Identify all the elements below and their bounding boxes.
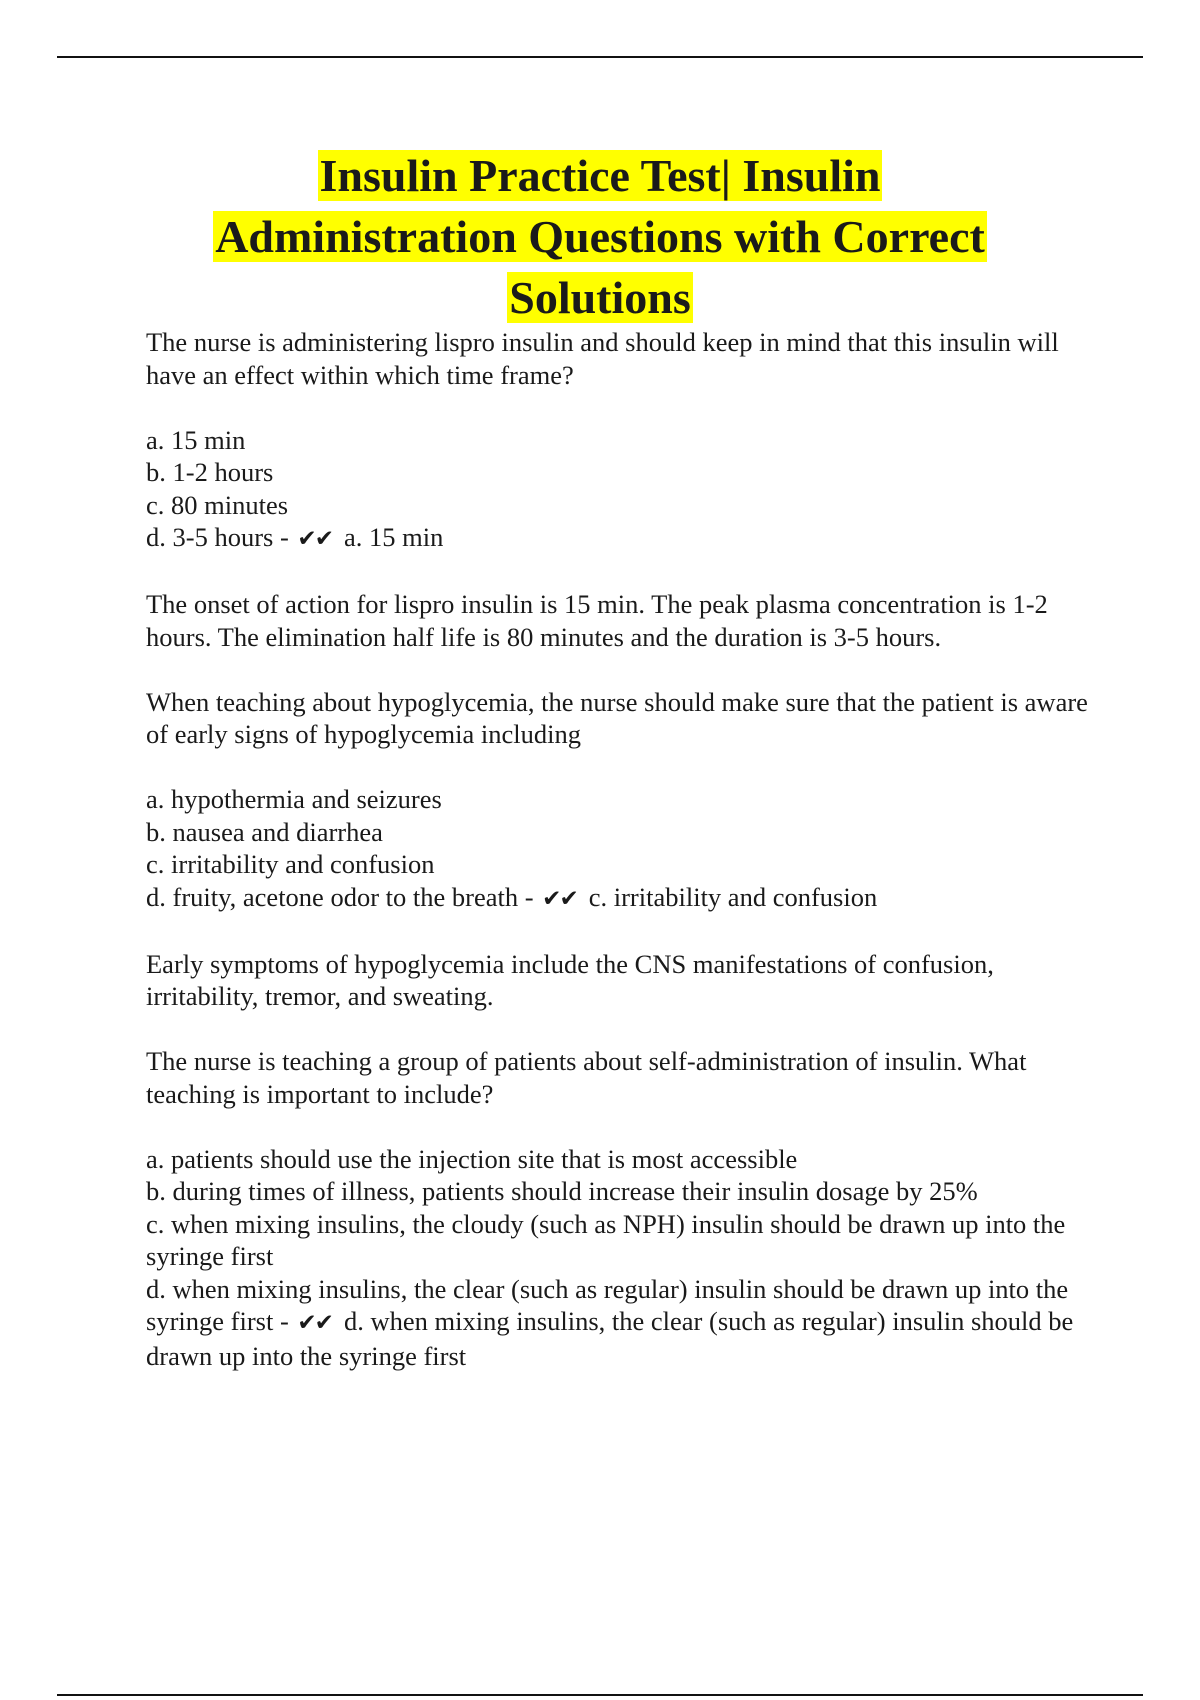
question-2-option-d-text: d. fruity, acetone odor to the breath -	[146, 881, 534, 912]
question-1-option-d	[146, 521, 1096, 556]
title-line-2: Administration Questions with Correct	[215, 211, 985, 262]
question-1-option-a: a. 15 min	[146, 424, 246, 455]
question-1-stem: The nurse is administering lispro insulin and should keep in mind that this insulin will have an effect within which time frame?	[146, 327, 1059, 390]
title-line-3: Solutions	[509, 272, 691, 323]
title-line-1: Insulin Practice Test| Insulin	[319, 150, 881, 201]
question-3-option-d-text: d. when mixing insulins, the clear (such as regular) insulin should be drawn up into the syringe first -	[146, 1273, 1069, 1336]
top-rule	[57, 56, 1143, 58]
document-body	[146, 326, 1096, 1372]
checkmark-icon: ✔✔	[297, 1310, 332, 1336]
question-1-option-b: b. 1-2 hours	[146, 457, 274, 487]
question-3-answer: d. when mixing insulins, the clear (such as regular) insulin should be drawn up into the syringe first	[146, 1306, 1074, 1371]
question-3-option-c: c. when mixing insulins, the cloudy (such as NPH) insulin should be drawn up into the syringe first	[146, 1208, 1066, 1271]
question-2-answer: c. irritability and confusion	[588, 881, 878, 912]
question-3	[146, 1045, 1096, 1372]
question-3-option-b: b. during times of illness, patients should increase their insulin dosage by 25%	[146, 1176, 978, 1206]
question-2-option-d	[146, 881, 1096, 916]
question-3-option-d	[146, 1273, 1096, 1373]
checkmark-icon: ✔✔	[297, 526, 332, 552]
question-2-explanation: Early symptoms of hypoglycemia include the CNS manifestations of confusion, irritability, tremor, and sweating.	[146, 948, 994, 1011]
question-2	[146, 686, 1096, 1013]
question-2-option-a: a. hypothermia and seizures	[146, 784, 442, 814]
question-1-option-d-text: d. 3-5 hours -	[146, 522, 289, 552]
question-1-answer: a. 15 min	[343, 522, 444, 552]
question-1-option-c: c. 80 minutes	[146, 489, 289, 520]
question-3-option-a: a. patients should use the injection site that is most accessible	[146, 1143, 798, 1174]
checkmark-icon: ✔✔	[542, 885, 577, 912]
question-2-option-c: c. irritability and confusion	[146, 849, 435, 879]
question-1-explanation: The onset of action for lispro insulin is 15 min. The peak plasma concentration is 1-2 hours. The elimination half life is 80 minutes and the duration is 3-5 hours.	[146, 589, 1048, 652]
question-3-stem: The nurse is teaching a group of patients about self-administration of insulin. What teaching is important to include?	[146, 1046, 1027, 1109]
question-2-stem: When teaching about hypoglycemia, the nurse should make sure that the patient is aware of early signs of hypoglycemia including	[146, 686, 1088, 749]
question-1	[146, 326, 1096, 653]
question-2-option-b: b. nausea and diarrhea	[146, 816, 383, 847]
bottom-rule	[57, 1694, 1143, 1696]
document-title	[100, 145, 1100, 328]
